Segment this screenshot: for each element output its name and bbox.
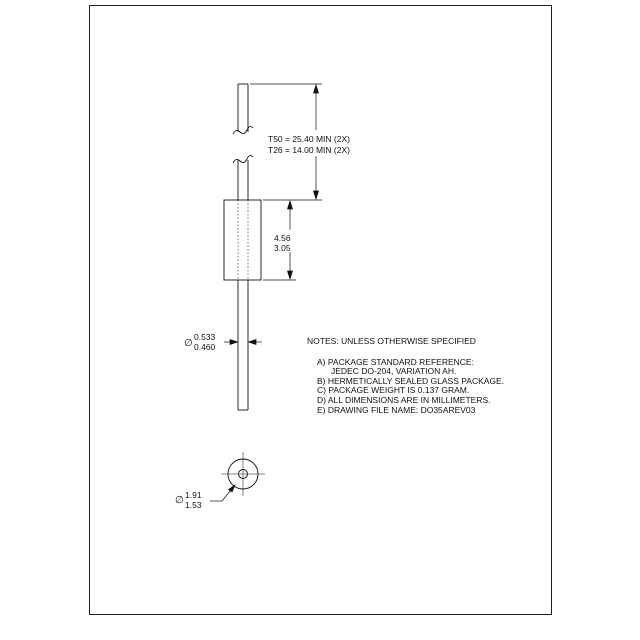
lead-break-mark-top (233, 126, 253, 134)
notes-heading: NOTES: UNLESS OTHERWISE SPECIFIED (307, 336, 476, 346)
arrowhead (288, 271, 293, 279)
lead-diameter-max-label: 0.533 (194, 332, 216, 342)
note-item: D) ALL DIMENSIONS ARE IN MILLIMETERS. (317, 394, 491, 405)
body-diameter-min-label: 1.53 (185, 500, 202, 510)
diode-side-view (224, 84, 261, 410)
arrowhead (314, 191, 319, 199)
lead-break-mark-bottom (233, 155, 253, 163)
glass-body (224, 200, 261, 280)
note-item: E) DRAWING FILE NAME: DO35AREV03 (317, 404, 476, 415)
diode-end-view (221, 452, 265, 496)
sheet-border (90, 6, 552, 615)
diameter-symbol: ∅ (184, 338, 193, 349)
body-length-max-label: 4.56 (274, 233, 291, 243)
lead-diameter-dimension (224, 340, 262, 345)
arrowhead (314, 85, 319, 93)
arrowhead (288, 201, 293, 209)
note-item: A) PACKAGE STANDARD REFERENCE: (317, 356, 474, 367)
note-item-continuation: JEDEC DO-204, VARIATION AH. (331, 366, 457, 377)
arrowhead (229, 485, 236, 492)
body-length-min-label: 3.05 (274, 243, 291, 253)
note-item: B) HERMETICALLY SEALED GLASS PACKAGE. (317, 375, 505, 386)
lead-diameter-min-label: 0.460 (194, 342, 216, 352)
lead-length-t50-label: T50 = 25.40 MIN (2X) (268, 134, 350, 144)
diameter-symbol: ∅ (175, 495, 184, 506)
body-diameter-leader (210, 485, 235, 501)
arrowhead (249, 340, 257, 345)
note-item: C) PACKAGE WEIGHT IS 0.137 GRAM. (317, 385, 470, 396)
lead-length-t26-label: T26 = 14.00 MIN (2X) (268, 145, 350, 155)
body-diameter-max-label: 1.91 (185, 490, 202, 500)
arrowhead (230, 340, 238, 345)
notes-block (307, 337, 504, 415)
